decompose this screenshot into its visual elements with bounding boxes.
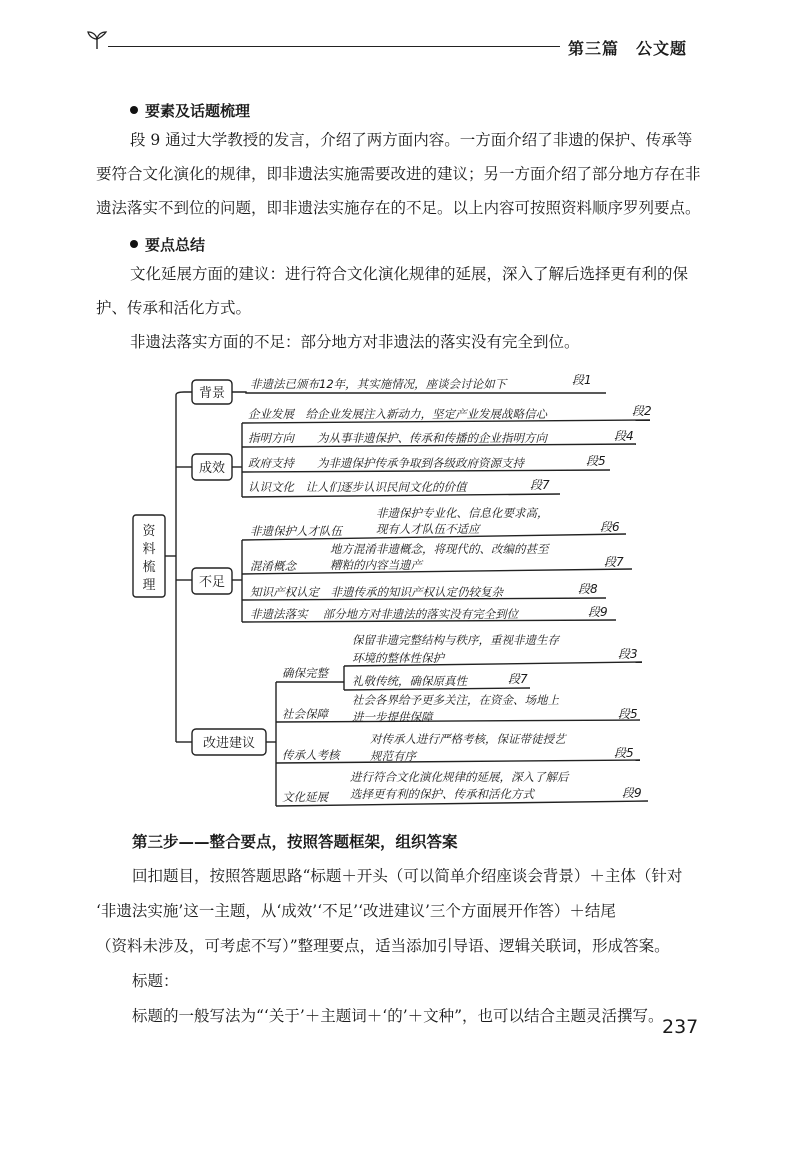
paragraph-line: 护、传承和活化方式。 — [96, 299, 252, 317]
branch-label: 成效 — [198, 461, 226, 476]
branch-label: 改进建议 — [202, 736, 256, 751]
root-char: 资 — [142, 524, 156, 539]
leaf-text: 保留非遗完整结构与秩序，重视非遗生存 — [352, 633, 559, 647]
leaf-segment: 段7 — [530, 478, 550, 492]
leaf-text: 非遗法落实 部分地方对非遗法的落实没有完全到位 — [250, 607, 519, 621]
leaf-label: 混淆概念 — [250, 559, 296, 573]
leaf-segment: 段5 — [586, 454, 606, 468]
leaf-text: 非遗保护专业化、信息化要求高， — [376, 506, 549, 520]
heading-text: 要素及话题梳理 — [145, 102, 251, 120]
paragraph-line: ‘非遗法实施’这一主题，从‘成效’‘不足’‘改进建议’三个方面展开作答）＋结尾 — [96, 902, 616, 920]
paragraph-line: 要符合文化演化的规律，即非遗法实施需要改进的建议；另一方面介绍了部分地方存在非 — [96, 165, 701, 183]
leaf-text: 现有人才队伍不适应 — [376, 522, 480, 536]
root-char: 理 — [142, 578, 156, 593]
leaf-text: 选择更有利的保护、传承和活化方式 — [350, 787, 534, 801]
leaf-segment: 段7 — [604, 555, 624, 569]
leaf-segment: 段1 — [572, 373, 592, 387]
root-char: 料 — [142, 542, 156, 557]
heading-text: 要点总结 — [145, 236, 206, 254]
leaf-segment: 段5 — [614, 746, 634, 760]
leaf-segment: 段8 — [578, 582, 598, 596]
leaf-text: 规范有序 — [370, 749, 416, 763]
leaf-segment: 段9 — [588, 605, 608, 619]
leaf-text: 企业发展 给企业发展注入新动力，坚定产业发展战略信心 — [248, 407, 547, 421]
leaf-segment: 段7 — [508, 672, 528, 686]
leaf-text: 对传承人进行严格考核，保证带徒授艺 — [370, 732, 566, 746]
chapter-title: 第三篇 公文题 — [568, 39, 688, 58]
paragraph-line: （资料未涉及，可考虑不写）”整理要点，适当添加引导语、逻辑关联词，形成答案。 — [96, 937, 670, 955]
leaf-segment: 段9 — [622, 786, 642, 800]
leaf-segment: 段4 — [614, 429, 634, 443]
leaf-label: 非遗保护人才队伍 — [250, 524, 342, 538]
leaf-text: 进行符合文化演化规律的延展，深入了解后 — [350, 770, 569, 784]
leaf-label: 确保完整 — [282, 666, 328, 680]
leaf-text: 社会各界给予更多关注，在资金、场地上 — [352, 693, 559, 707]
leaf-segment: 段5 — [618, 707, 638, 721]
leaf-text: 知识产权认定 非遗传承的知识产权认定仍较复杂 — [250, 585, 503, 599]
step3-heading: 第三步——整合要点，按照答题框架，组织答案 — [132, 833, 458, 851]
leaf-text: 礼敬传统，确保原真性 — [352, 674, 467, 688]
leaf-segment: 段2 — [632, 404, 652, 418]
paragraph-line: 非遗法落实方面的不足：部分地方对非遗法的落实没有完全到位。 — [130, 333, 580, 351]
leaf-text: 非遗法已颁布12年，其实施情况，座谈会讨论如下 — [250, 377, 507, 391]
paragraph-line: 回扣题目，按照答题思路“标题＋开头（可以简单介绍座谈会背景）＋主体（针对 — [132, 867, 683, 885]
leaf-label: 传承人考核 — [282, 748, 340, 762]
leaf-segment: 段6 — [600, 520, 620, 534]
paragraph-line: 段 9 通过大学教授的发言，介绍了两方面内容。一方面介绍了非遗的保护、传承等 — [130, 131, 693, 149]
leaf-text: 政府支持 为非遗保护传承争取到各级政府资源支持 — [248, 456, 524, 470]
leaf-text: 进一步提供保障 — [352, 710, 433, 724]
leaf-text: 环境的整体性保护 — [352, 651, 444, 665]
branch-label: 不足 — [198, 575, 226, 590]
leaf-text: 认识文化 让人们逐步认识民间文化的价值 — [248, 480, 467, 494]
leaf-label: 社会保障 — [282, 707, 328, 721]
leaf-label: 文化延展 — [282, 790, 328, 804]
leaf-text: 指明方向 为从事非遗保护、传承和传播的企业指明方向 — [248, 431, 547, 445]
paragraph-line: 标题的一般写法为“‘关于’＋主题词＋‘的’＋文种”，也可以结合主题灵活撰写。 — [132, 1007, 664, 1025]
leaf-text: 糟粕的内容当遗产 — [330, 558, 422, 572]
root-char: 梳 — [142, 560, 156, 575]
page-number: 237 — [662, 1016, 699, 1038]
paragraph-line: 标题： — [132, 972, 179, 990]
leaf-segment: 段3 — [618, 647, 638, 661]
paragraph-line: 文化延展方面的建议：进行符合文化演化规律的延展，深入了解后选择更有利的保 — [130, 265, 689, 283]
paragraph-line: 遗法落实不到位的问题，即非遗法实施存在的不足。以上内容可按照资料顺序罗列要点。 — [96, 199, 701, 217]
leaf-text: 地方混淆非遗概念，将现代的、改编的甚至 — [330, 542, 549, 556]
branch-label: 背景 — [198, 386, 226, 401]
